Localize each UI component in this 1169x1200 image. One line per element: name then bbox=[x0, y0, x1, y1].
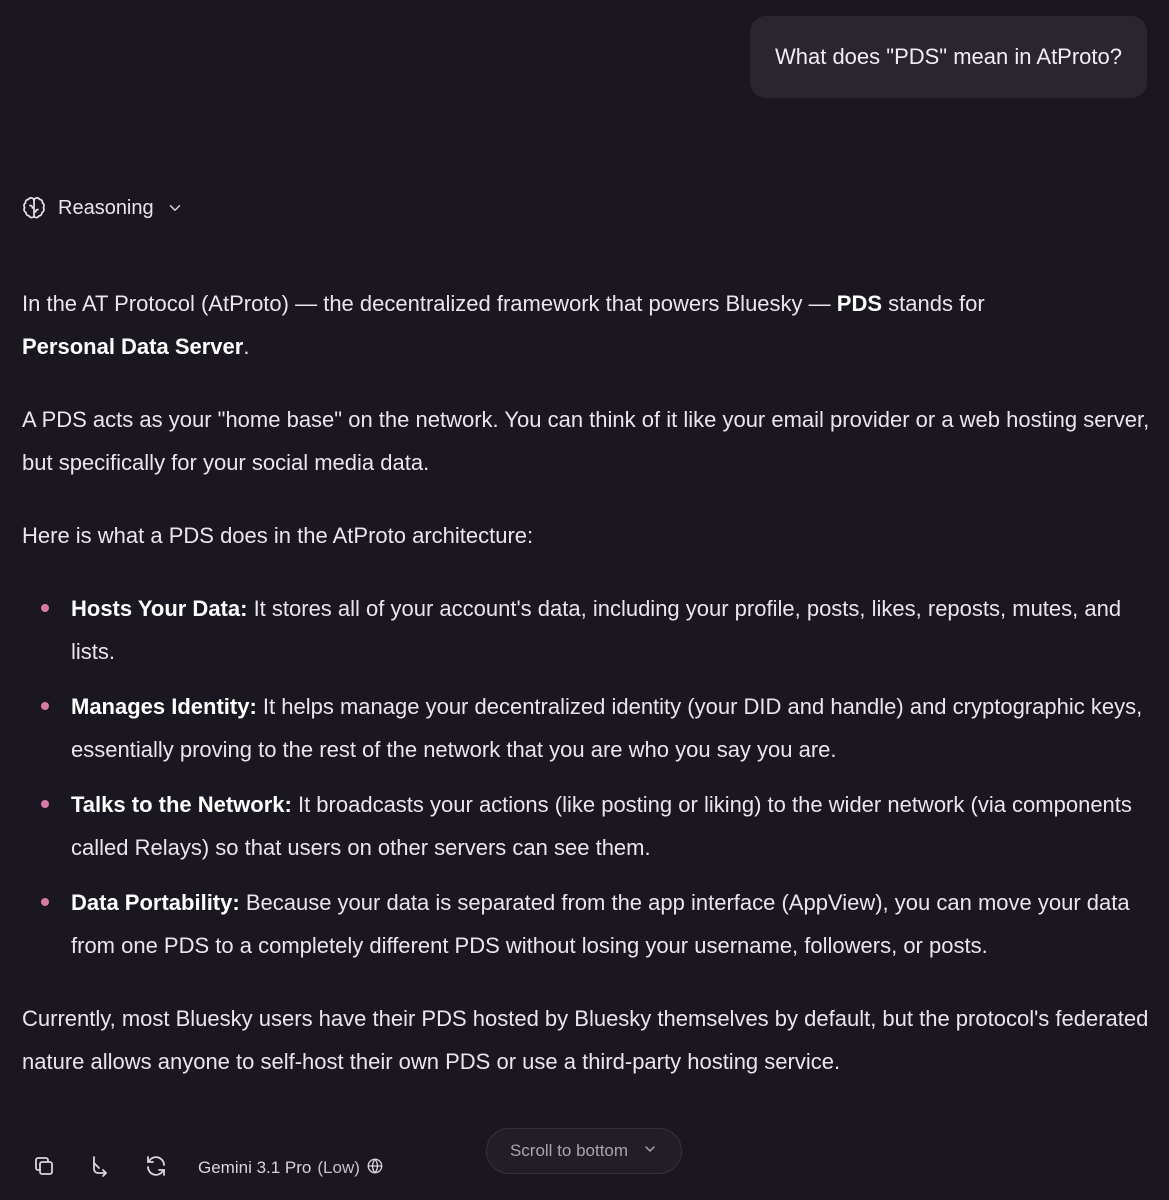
answer-intro bbox=[22, 282, 1152, 368]
branch-button[interactable] bbox=[86, 1154, 114, 1182]
scroll-to-bottom-button[interactable] bbox=[486, 1128, 682, 1174]
answer-paragraph-architecture: Here is what a PDS does in the AtProto architecture: bbox=[22, 523, 534, 548]
globe-icon bbox=[366, 1157, 384, 1180]
bullet-title: Hosts Your Data: bbox=[71, 596, 248, 621]
list-item bbox=[22, 881, 1152, 967]
bullet-text: It stores all of your account's data, including your profile, posts, likes, reposts, mutes, and lists. bbox=[71, 596, 1122, 664]
bullet-text: It broadcasts your actions (like posting or liking) to the wider network (via components called Relays) so that users on other servers can see them. bbox=[71, 792, 1132, 860]
scroll-to-bottom-label: Scroll to bottom bbox=[509, 1141, 629, 1160]
intro-bold-pds: PDS bbox=[836, 291, 883, 316]
bullet-title: Talks to the Network: bbox=[71, 792, 292, 817]
intro-bold-expansion: Personal Data Server bbox=[22, 334, 244, 359]
model-name: Gemini 3.1 Pro bbox=[198, 1158, 312, 1177]
bullet-title: Manages Identity: bbox=[71, 694, 257, 719]
answer-paragraph-home-base: A PDS acts as your "home base" on the network. You can think of it like your email provider or a web hosting server, but specifically for your social media data. bbox=[22, 407, 1150, 475]
branch-icon bbox=[88, 1154, 112, 1183]
intro-text-1: In the AT Protocol (AtProto) — the decentralized framework that powers Bluesky — bbox=[22, 291, 837, 316]
bullet-title: Data Portability: bbox=[71, 890, 240, 915]
regenerate-button[interactable] bbox=[142, 1154, 170, 1182]
model-variant: (Low) bbox=[317, 1158, 360, 1177]
chevron-down-icon bbox=[642, 1141, 658, 1162]
copy-icon bbox=[32, 1154, 56, 1183]
chevron-down-icon bbox=[166, 199, 184, 217]
reasoning-label: Reasoning bbox=[58, 196, 154, 219]
answer-bullet-list bbox=[22, 587, 1152, 967]
user-message-text: What does "PDS" mean in AtProto? bbox=[774, 44, 1122, 69]
user-message-bubble bbox=[750, 16, 1147, 98]
copy-button[interactable] bbox=[30, 1154, 58, 1182]
intro-text-2: stands for bbox=[882, 291, 985, 316]
regenerate-icon bbox=[144, 1154, 168, 1183]
list-item bbox=[22, 685, 1152, 771]
message-toolbar bbox=[30, 1152, 384, 1184]
bullet-text: It helps manage your decentralized identity (your DID and handle) and cryptographic keys, essentially proving to the rest of the network that you are who you say you are. bbox=[71, 694, 1143, 762]
intro-text-3: . bbox=[243, 334, 250, 359]
brain-icon bbox=[22, 196, 46, 220]
list-item bbox=[22, 783, 1152, 869]
reasoning-toggle[interactable] bbox=[22, 196, 184, 220]
list-item bbox=[22, 587, 1152, 673]
assistant-answer bbox=[22, 282, 1152, 1083]
answer-closing: Currently, most Bluesky users have their PDS hosted by Bluesky themselves by default, but the protocol's federated nature allows anyone to self-host their own PDS or use a third-party hosting service. bbox=[22, 1006, 1149, 1074]
model-selector[interactable] bbox=[198, 1157, 384, 1180]
bullet-text: Because your data is separated from the app interface (AppView), you can move your data from one PDS to a completely different PDS without losing your username, followers, or posts. bbox=[71, 890, 1130, 958]
